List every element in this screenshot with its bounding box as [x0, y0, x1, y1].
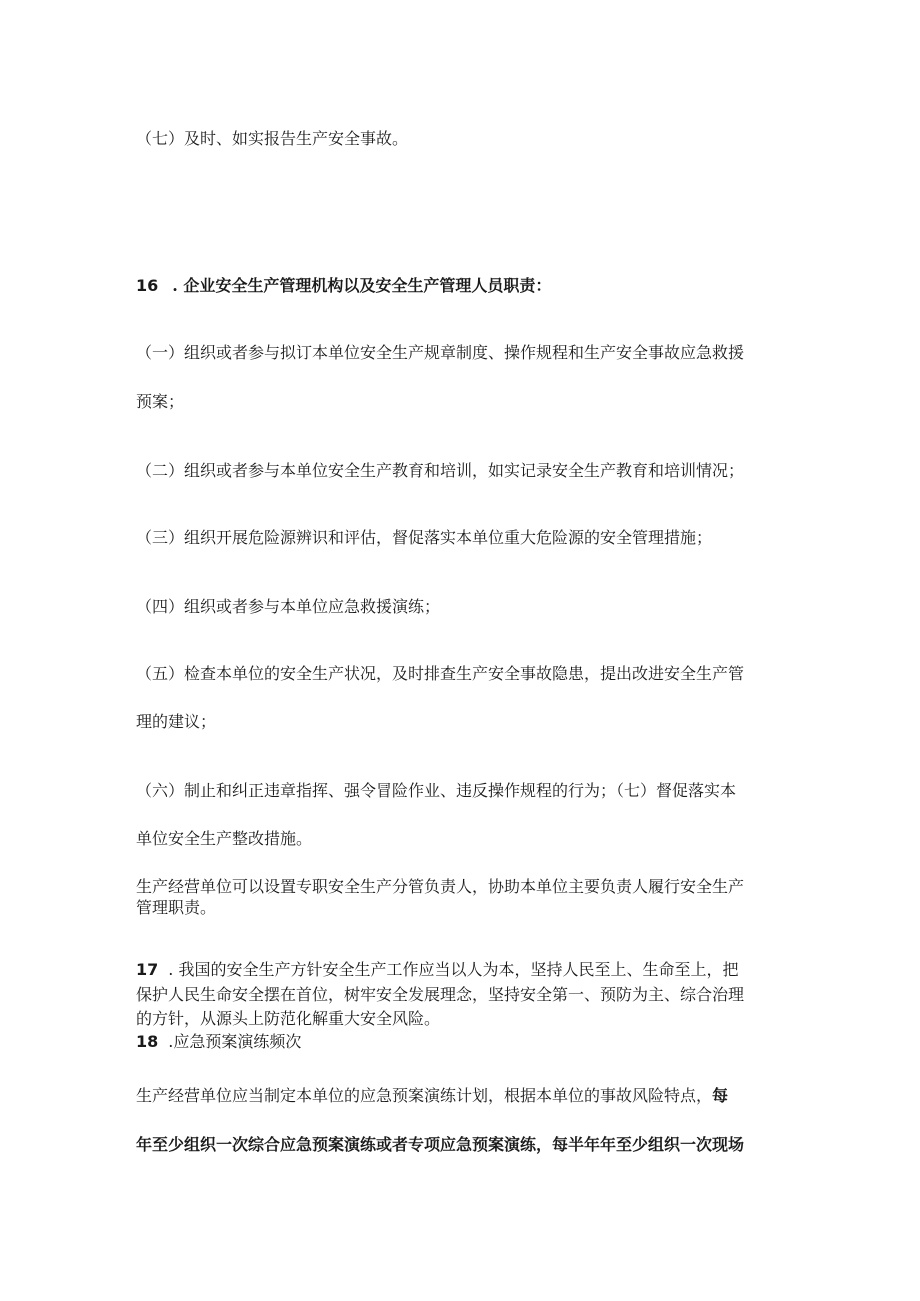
list-item-5-line-2: 理的建议；: [136, 712, 217, 731]
section-17-line-3: 的方针，从源头上防范化解重大安全风险。: [136, 1009, 441, 1028]
list-item-1-line-2: 预案；: [136, 392, 185, 411]
section-number: 18: [136, 1032, 159, 1051]
list-item-6-line-1: （六）制止和纠正违章指挥、强令冒险作业、违反操作规程的行为；（七）督促落实本: [136, 781, 737, 800]
section-title: .应急预案演练频次: [168, 1032, 302, 1051]
list-item-3: （三）组织开展危险源辨识和评估，督促落实本单位重大危险源的安全管理措施；: [136, 528, 713, 547]
section-number: 17: [136, 960, 159, 979]
paragraph-bold-text: 每: [712, 1086, 729, 1105]
paragraph-item-7-report: （七）及时、如实报告生产安全事故。: [136, 129, 409, 148]
note-line-1: 生产经营单位可以设置专职安全生产分管负责人，协助本单位主要负责人履行安全生产: [136, 877, 745, 896]
list-item-1-line-1: （一）组织或者参与拟订本单位安全生产规章制度、操作规程和生产安全事故应急救援: [136, 343, 745, 362]
list-item-5-line-1: （五）检查本单位的安全生产状况，及时排查生产安全事故隐患，提出改进安全生产管: [136, 664, 745, 683]
note-line-2: 管理职责。: [136, 898, 217, 917]
section-18-paragraph-line-2: 年至少组织一次综合应急预案演练或者专项应急预案演练，每半年年至少组织一次现场: [136, 1135, 745, 1154]
section-number: 16: [136, 276, 159, 295]
list-item-6-line-2: 单位安全生产整改措施。: [136, 829, 313, 848]
section-18-paragraph-line-1: [136, 1086, 786, 1106]
section-17-text: . 我国的安全生产方针安全生产工作应当以人为本，坚持人民至上、生命至上，把: [168, 960, 739, 979]
list-item-4: （四）组织或者参与本单位应急救援演练；: [136, 597, 441, 616]
section-title: . 企业安全生产管理机构以及安全生产管理人员职责：: [172, 276, 552, 295]
paragraph-text: 生产经营单位应当制定本单位的应急预案演练计划，根据本单位的事故风险特点，: [136, 1086, 713, 1105]
section-18-heading: [136, 1032, 786, 1052]
section-17-line-2: 保护人民生命安全摆在首位，树牢安全发展理念，坚持安全第一、预防为主、综合治理: [136, 985, 745, 1004]
list-item-2: （二）组织或者参与本单位安全生产教育和培训，如实记录安全生产教育和培训情况；: [136, 461, 745, 480]
section-16-heading: [136, 276, 786, 296]
section-17-line-1: [136, 960, 786, 980]
